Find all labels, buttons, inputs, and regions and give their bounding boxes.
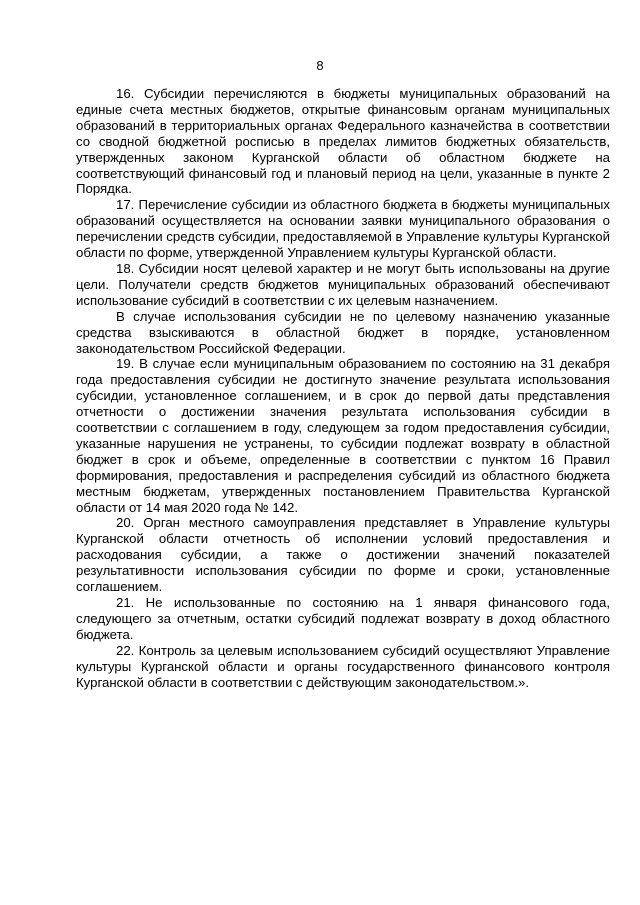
paragraph-16: 16. Субсидии перечисляются в бюджеты муниципальных образований на единые счета местных бюджетов, открытые финансовым органам муниципальных образований в территориальных органах Федерального казначейства в соответствии со сводной бюджетной росписью в пределах лимитов бюджетных обязательств, утвержденных законом Курганской области об областном бюджете на соответствующий финансовый год и плановый период на цели, указанные в пункте 2 Порядка. — [76, 86, 610, 197]
paragraph-21: 21. Не использованные по состоянию на 1 января финансового года, следующего за отчетным, остатки субсидий подлежат возврату в доход областного бюджета. — [76, 595, 610, 642]
paragraph-20: 20. Орган местного самоуправления представляет в Управление культуры Курганской области отчетность об исполнении условий предоставления и расходования субсидии, а также о достижении значений показателей результативности использования субсидии по форме и сроки, установленные соглашением. — [76, 515, 610, 595]
paragraph-17: 17. Перечисление субсидии из областного бюджета в бюджеты муниципальных образований осуществляется на основании заявки муниципального образования о перечислении средств субсидии, предоставляемой в Управление культуры Курганской области по форме, утвержденной Управлением культуры Курганской области. — [76, 197, 610, 261]
paragraph-19: 19. В случае если муниципальным образованием по состоянию на 31 декабря года предоставления субсидии не достигнуто значение результата использования субсидии, установленное соглашением, и в срок до первой даты представления отчетности о достижении значения результата использования субсидии в соответствии с соглашением в году, следующем за годом предоставления субсидии, указанные нарушения не устранены, то субсидии подлежат возврату в областной бюджет в срок и объеме, определенные в соответствии с пунктом 16 Правил формирования, предоставления и распределения субсидий из областного бюджета местным бюджетам, утвержденных постановлением Правительства Курганской области от 14 мая 2020 года № 142. — [76, 356, 610, 515]
page-number: 8 — [316, 58, 324, 73]
paragraph-22: 22. Контроль за целевым использованием субсидий осуществляют Управление культуры Курганской области и органы государственного финансового контроля Курганской области в соответствии с действующим законодательством.». — [76, 642, 610, 690]
document-body — [76, 86, 610, 690]
paragraph-18: 18. Субсидии носят целевой характер и не могут быть использованы на другие цели. Получатели средств бюджетов муниципальных образований обеспечивают использование субсидий в соответствии с их целевым назначением. — [76, 260, 610, 308]
paragraph-18-misuse: В случае использования субсидии не по целевому назначению указанные средства взыскиваются в областной бюджет в порядке, установленном законодательством Российской Федерации. — [76, 308, 610, 356]
